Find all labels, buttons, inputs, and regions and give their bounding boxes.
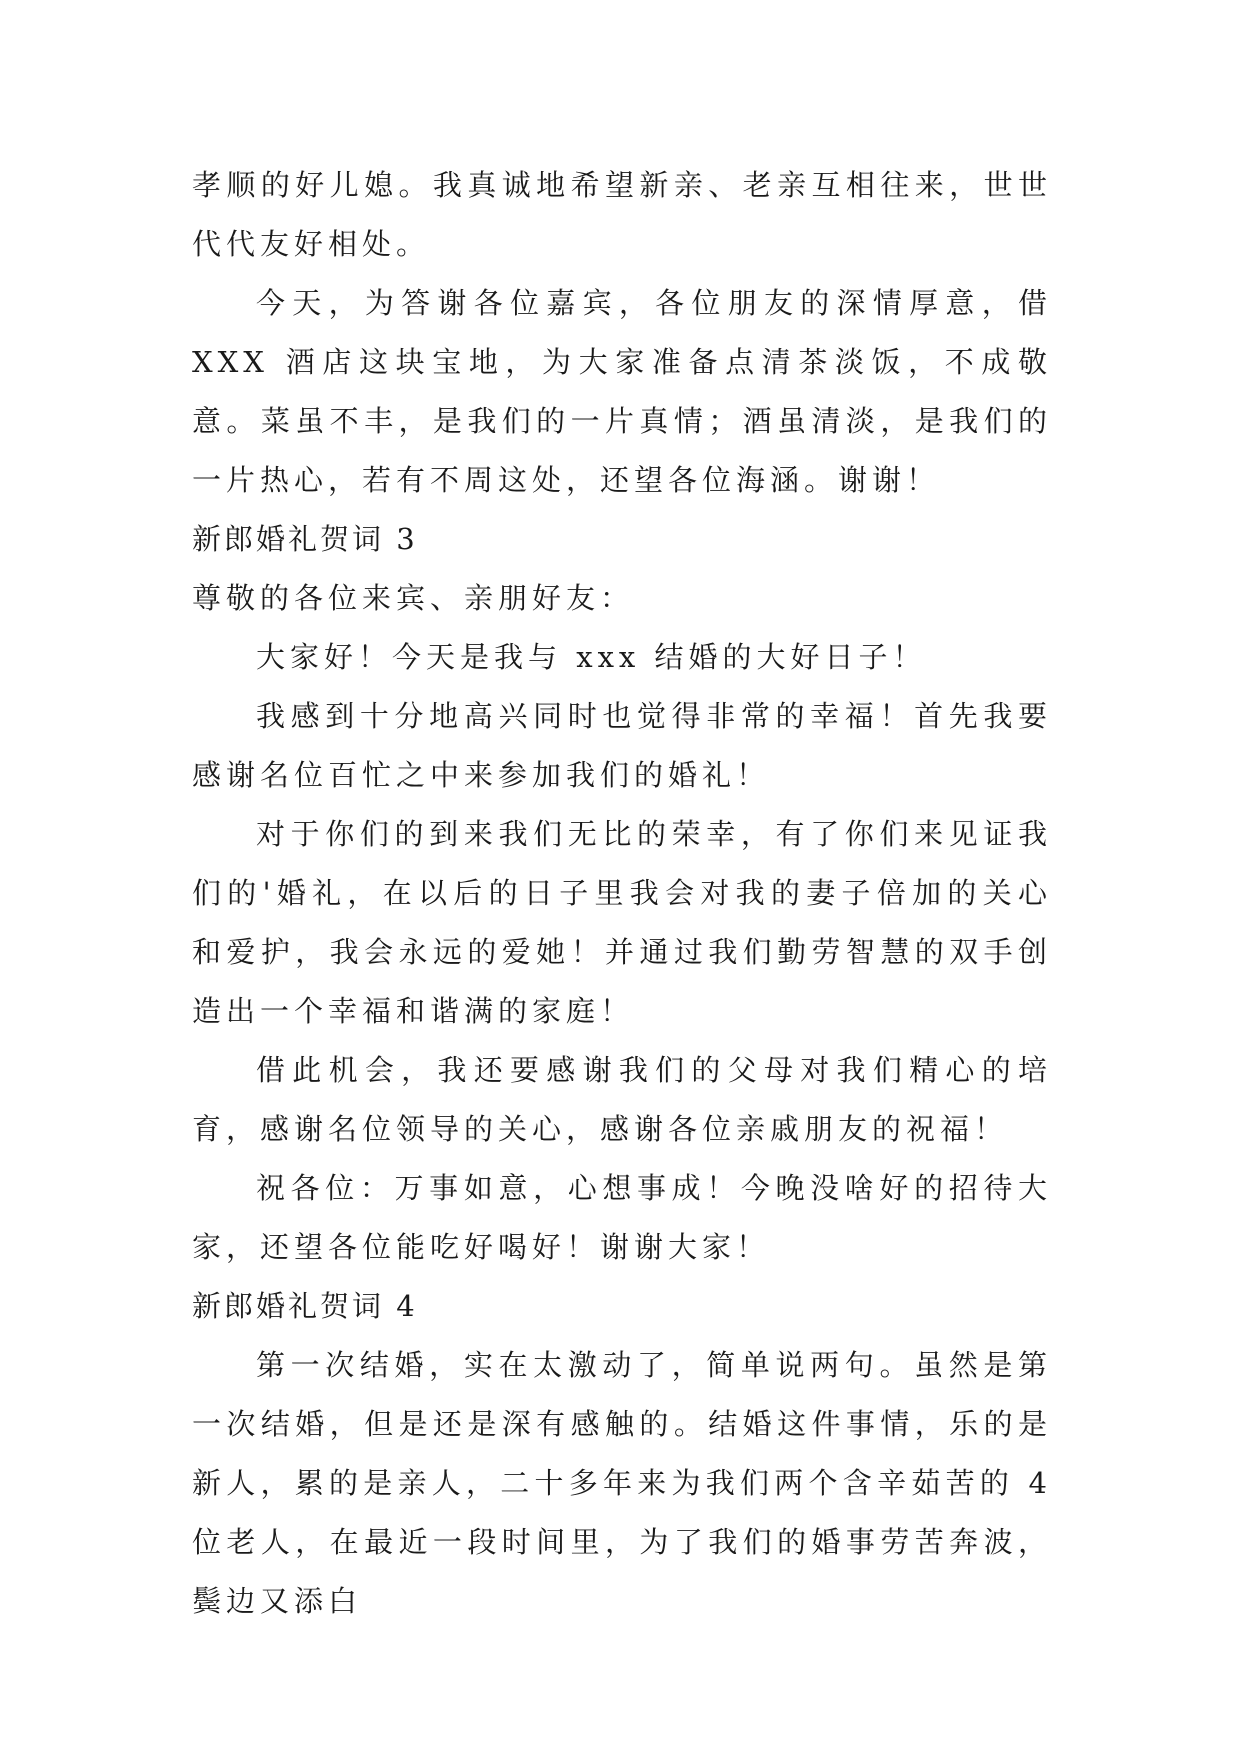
paragraph-wishes: 祝各位：万事如意，心想事成！今晚没啥好的招待大家，还望各位能吃好喝好！谢谢大家！ bbox=[192, 1171, 1052, 1264]
section-heading-3: 新郎婚礼贺词 3 bbox=[192, 522, 418, 556]
document-page bbox=[192, 156, 1052, 1631]
paragraph-thanks: 今天，为答谢各位嘉宾，各位朋友的深情厚意，借 XXX 酒店这块宝地，为大家准备点清茶淡饭，不成敬意。菜虽不丰，是我们的一片真情；酒虽清淡，是我们的一片热心，若有不周这处，还望各位海涵。谢谢！ bbox=[192, 286, 1052, 497]
salutation: 尊敬的各位来宾、亲朋好友： bbox=[192, 581, 635, 615]
section-heading-4: 新郎婚礼贺词 4 bbox=[192, 1289, 418, 1323]
paragraph-first-wedding: 第一次结婚，实在太激动了，简单说两句。虽然是第一次结婚，但是还是深有感触的。结婚这件事情，乐的是新人，累的是亲人，二十多年来为我们两个含辛茹苦的 4 位老人，在最近一段时间里，为了我们的婚事劳苦奔波，鬓边又添白 bbox=[192, 1348, 1052, 1618]
paragraph-honor: 对于你们的到来我们无比的荣幸，有了你们来见证我们的'婚礼，在以后的日子里我会对我的妻子倍加的关心和爱护，我会永远的爱她！并通过我们勤劳智慧的双手创造出一个幸福和谐满的家庭！ bbox=[192, 817, 1052, 1028]
paragraph-happiness: 我感到十分地高兴同时也觉得非常的幸福！首先我要感谢名位百忙之中来参加我们的婚礼！ bbox=[192, 699, 1052, 792]
paragraph-continuation: 孝顺的好儿媳。我真诚地希望新亲、老亲互相往来，世世代代友好相处。 bbox=[192, 168, 1052, 261]
paragraph-greeting: 大家好！今天是我与 xxx 结婚的大好日子！ bbox=[256, 640, 927, 674]
paragraph-gratitude: 借此机会，我还要感谢我们的父母对我们精心的培育，感谢名位领导的关心，感谢各位亲戚朋友的祝福！ bbox=[192, 1053, 1052, 1146]
